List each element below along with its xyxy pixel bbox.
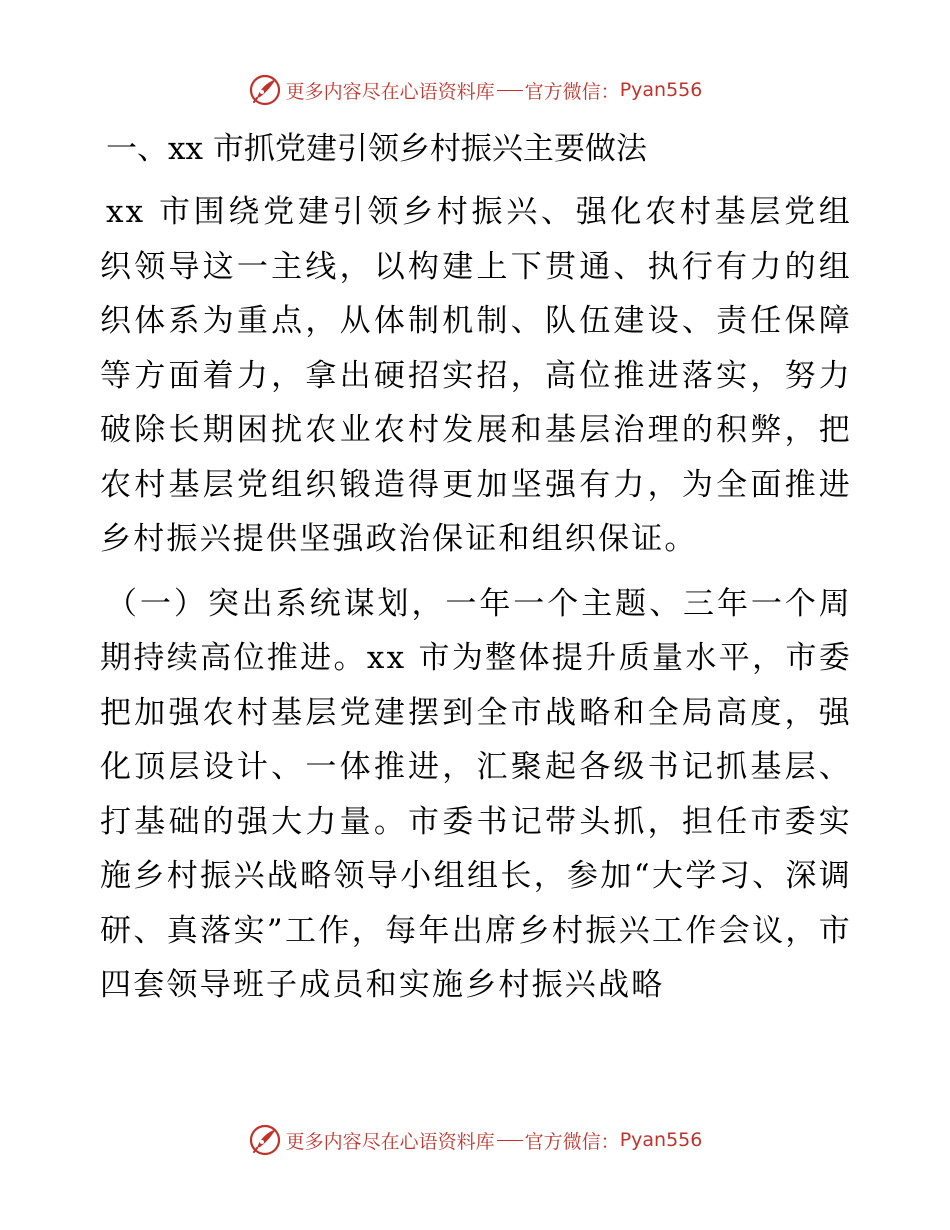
watermark-wechat-label: 官方微信：: [524, 80, 620, 103]
watermark-main-text: 更多内容尽在心语资料库: [285, 1130, 495, 1153]
quill-logo-icon: [248, 1123, 282, 1157]
watermark-main-text: 更多内容尽在心语资料库: [285, 80, 495, 103]
watermark-separator: [497, 90, 523, 91]
watermark-separator: [497, 1140, 523, 1141]
section-heading: 一、xx 市抓党建引领乡村振兴主要做法: [106, 131, 647, 167]
watermark-header: [0, 70, 950, 110]
watermark-wechat-id: Pyan556: [619, 1129, 703, 1151]
paragraph-subsection-1: （一）突出系统谋划，一年一个主题、三年一个周期持续高位推进。xx 市为整体提升质量水平，市委把加强农村基层党建摆到全市战略和全局高度，强化顶层设计、一体推进，汇聚起各级书记抓基层、打基础的强大力量。市委书记带头抓，担任市委实施乡村振兴战略领导小组组长，参加“大学习、深调研、真落实”工作，每年出席乡村振兴工作会议，市四套领导班子成员和实施乡村振兴战略: [100, 585, 852, 1003]
paragraph-intro: xx 市围绕党建引领乡村振兴、强化农村基层党组织领导这一主线，以构建上下贯通、执行有力的组织体系为重点，从体制机制、队伍建设、责任保障等方面着力，拿出硬招实招，高位推进落实，努力破除长期困扰农业农村发展和基层治理的积弊，把农村基层党组织锻造得更加坚强有力，为全面推进乡村振兴提供坚强政治保证和组织保证。: [100, 194, 852, 557]
quill-logo-icon: [248, 73, 282, 107]
watermark-footer: [0, 1120, 950, 1160]
document-body: [100, 122, 852, 1013]
watermark-wechat-id: Pyan556: [619, 79, 703, 101]
watermark-wechat-label: 官方微信：: [524, 1130, 620, 1153]
